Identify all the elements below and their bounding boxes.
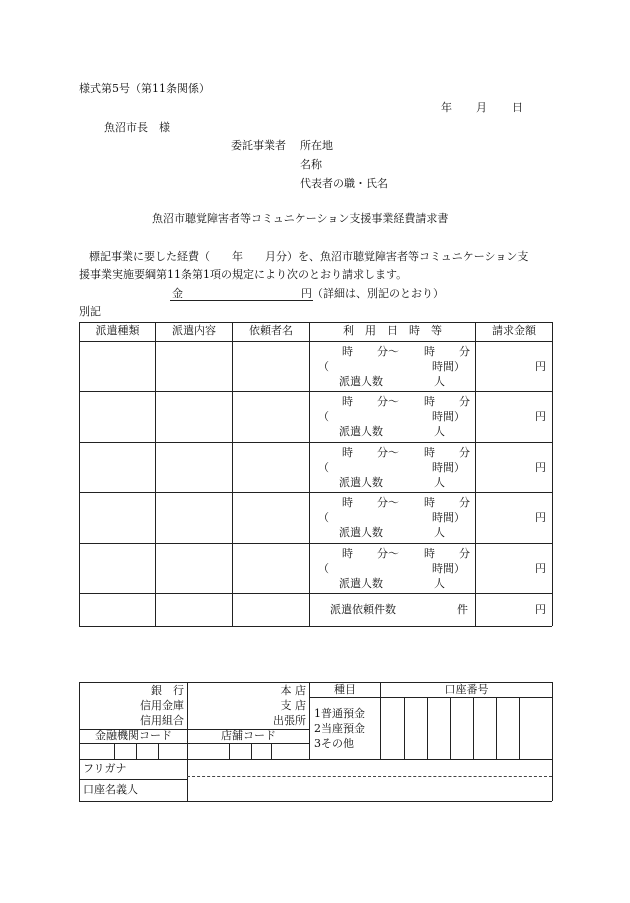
date-month: 月 bbox=[476, 101, 487, 114]
applicant-address-label: 所在地 bbox=[300, 139, 333, 152]
body-text-line2: 援事業実施要綱第11条第1項の規定により次のとおり請求します。 bbox=[79, 268, 408, 281]
applicant-rep-label: 代表者の職・氏名 bbox=[300, 177, 388, 190]
total-count-label: 派遣依頼件数 bbox=[330, 603, 396, 616]
kumiai-label: 信用組合 bbox=[140, 714, 184, 727]
honten-label: 本 店 bbox=[280, 684, 306, 697]
date-day: 日 bbox=[512, 101, 523, 114]
header-requester-name: 依頼者名 bbox=[249, 324, 293, 337]
header-usage-datetime: 利 用 日 時 等 bbox=[343, 324, 442, 337]
account-number-label: 口座番号 bbox=[444, 683, 489, 696]
bank-label: 銀 行 bbox=[151, 684, 184, 697]
row-yen: 円 bbox=[535, 461, 546, 474]
form-number: 様式第5号（第11条関係） bbox=[79, 82, 210, 95]
row-yen: 円 bbox=[535, 410, 546, 423]
body-text-line1: 標記事業に要した経費（ 年 月分）を、魚沼市聴覚障害者等コミュニケーション支 bbox=[89, 250, 529, 263]
shiten-label: 支 店 bbox=[280, 699, 306, 712]
header-claim-amount: 請求金額 bbox=[492, 324, 536, 337]
header-dispatch-type: 派遣種類 bbox=[95, 324, 140, 337]
applicant-label: 委託事業者 bbox=[231, 139, 286, 152]
applicant-name-label: 名称 bbox=[300, 158, 322, 171]
total-count-unit: 件 bbox=[457, 603, 468, 616]
row-yen: 円 bbox=[535, 511, 546, 524]
document-title: 魚沼市聴覚障害者等コミュニケーション支援事業経費請求書 bbox=[152, 212, 449, 225]
branch-code-label: 店舗コード bbox=[221, 729, 276, 742]
row-yen: 円 bbox=[535, 562, 546, 575]
furigana-label: フリガナ bbox=[83, 762, 127, 775]
shinkin-label: 信用金庫 bbox=[140, 699, 184, 712]
total-yen: 円 bbox=[535, 603, 546, 616]
amount-yen: 円 bbox=[301, 287, 312, 300]
account-holder-label: 口座名義人 bbox=[83, 783, 138, 796]
row-yen: 円 bbox=[535, 360, 546, 373]
header-dispatch-content: 派遣内容 bbox=[172, 324, 216, 337]
shutchojo-label: 出張所 bbox=[273, 714, 306, 727]
kind-label: 種目 bbox=[334, 683, 356, 696]
date-year: 年 bbox=[441, 101, 452, 114]
addressee: 魚沼市長 様 bbox=[104, 121, 170, 134]
amount-note: （詳細は、別記のとおり） bbox=[312, 287, 444, 300]
kind-option-other: 3その他 bbox=[314, 737, 354, 750]
amount-underline bbox=[170, 300, 313, 301]
institution-code-label: 金融機関コード bbox=[95, 729, 172, 742]
appendix-label: 別記 bbox=[79, 305, 101, 318]
kind-option-current: 2当座預金 bbox=[314, 722, 365, 735]
amount-prefix: 金 bbox=[172, 287, 183, 300]
kind-option-ordinary: 1普通預金 bbox=[314, 707, 365, 720]
